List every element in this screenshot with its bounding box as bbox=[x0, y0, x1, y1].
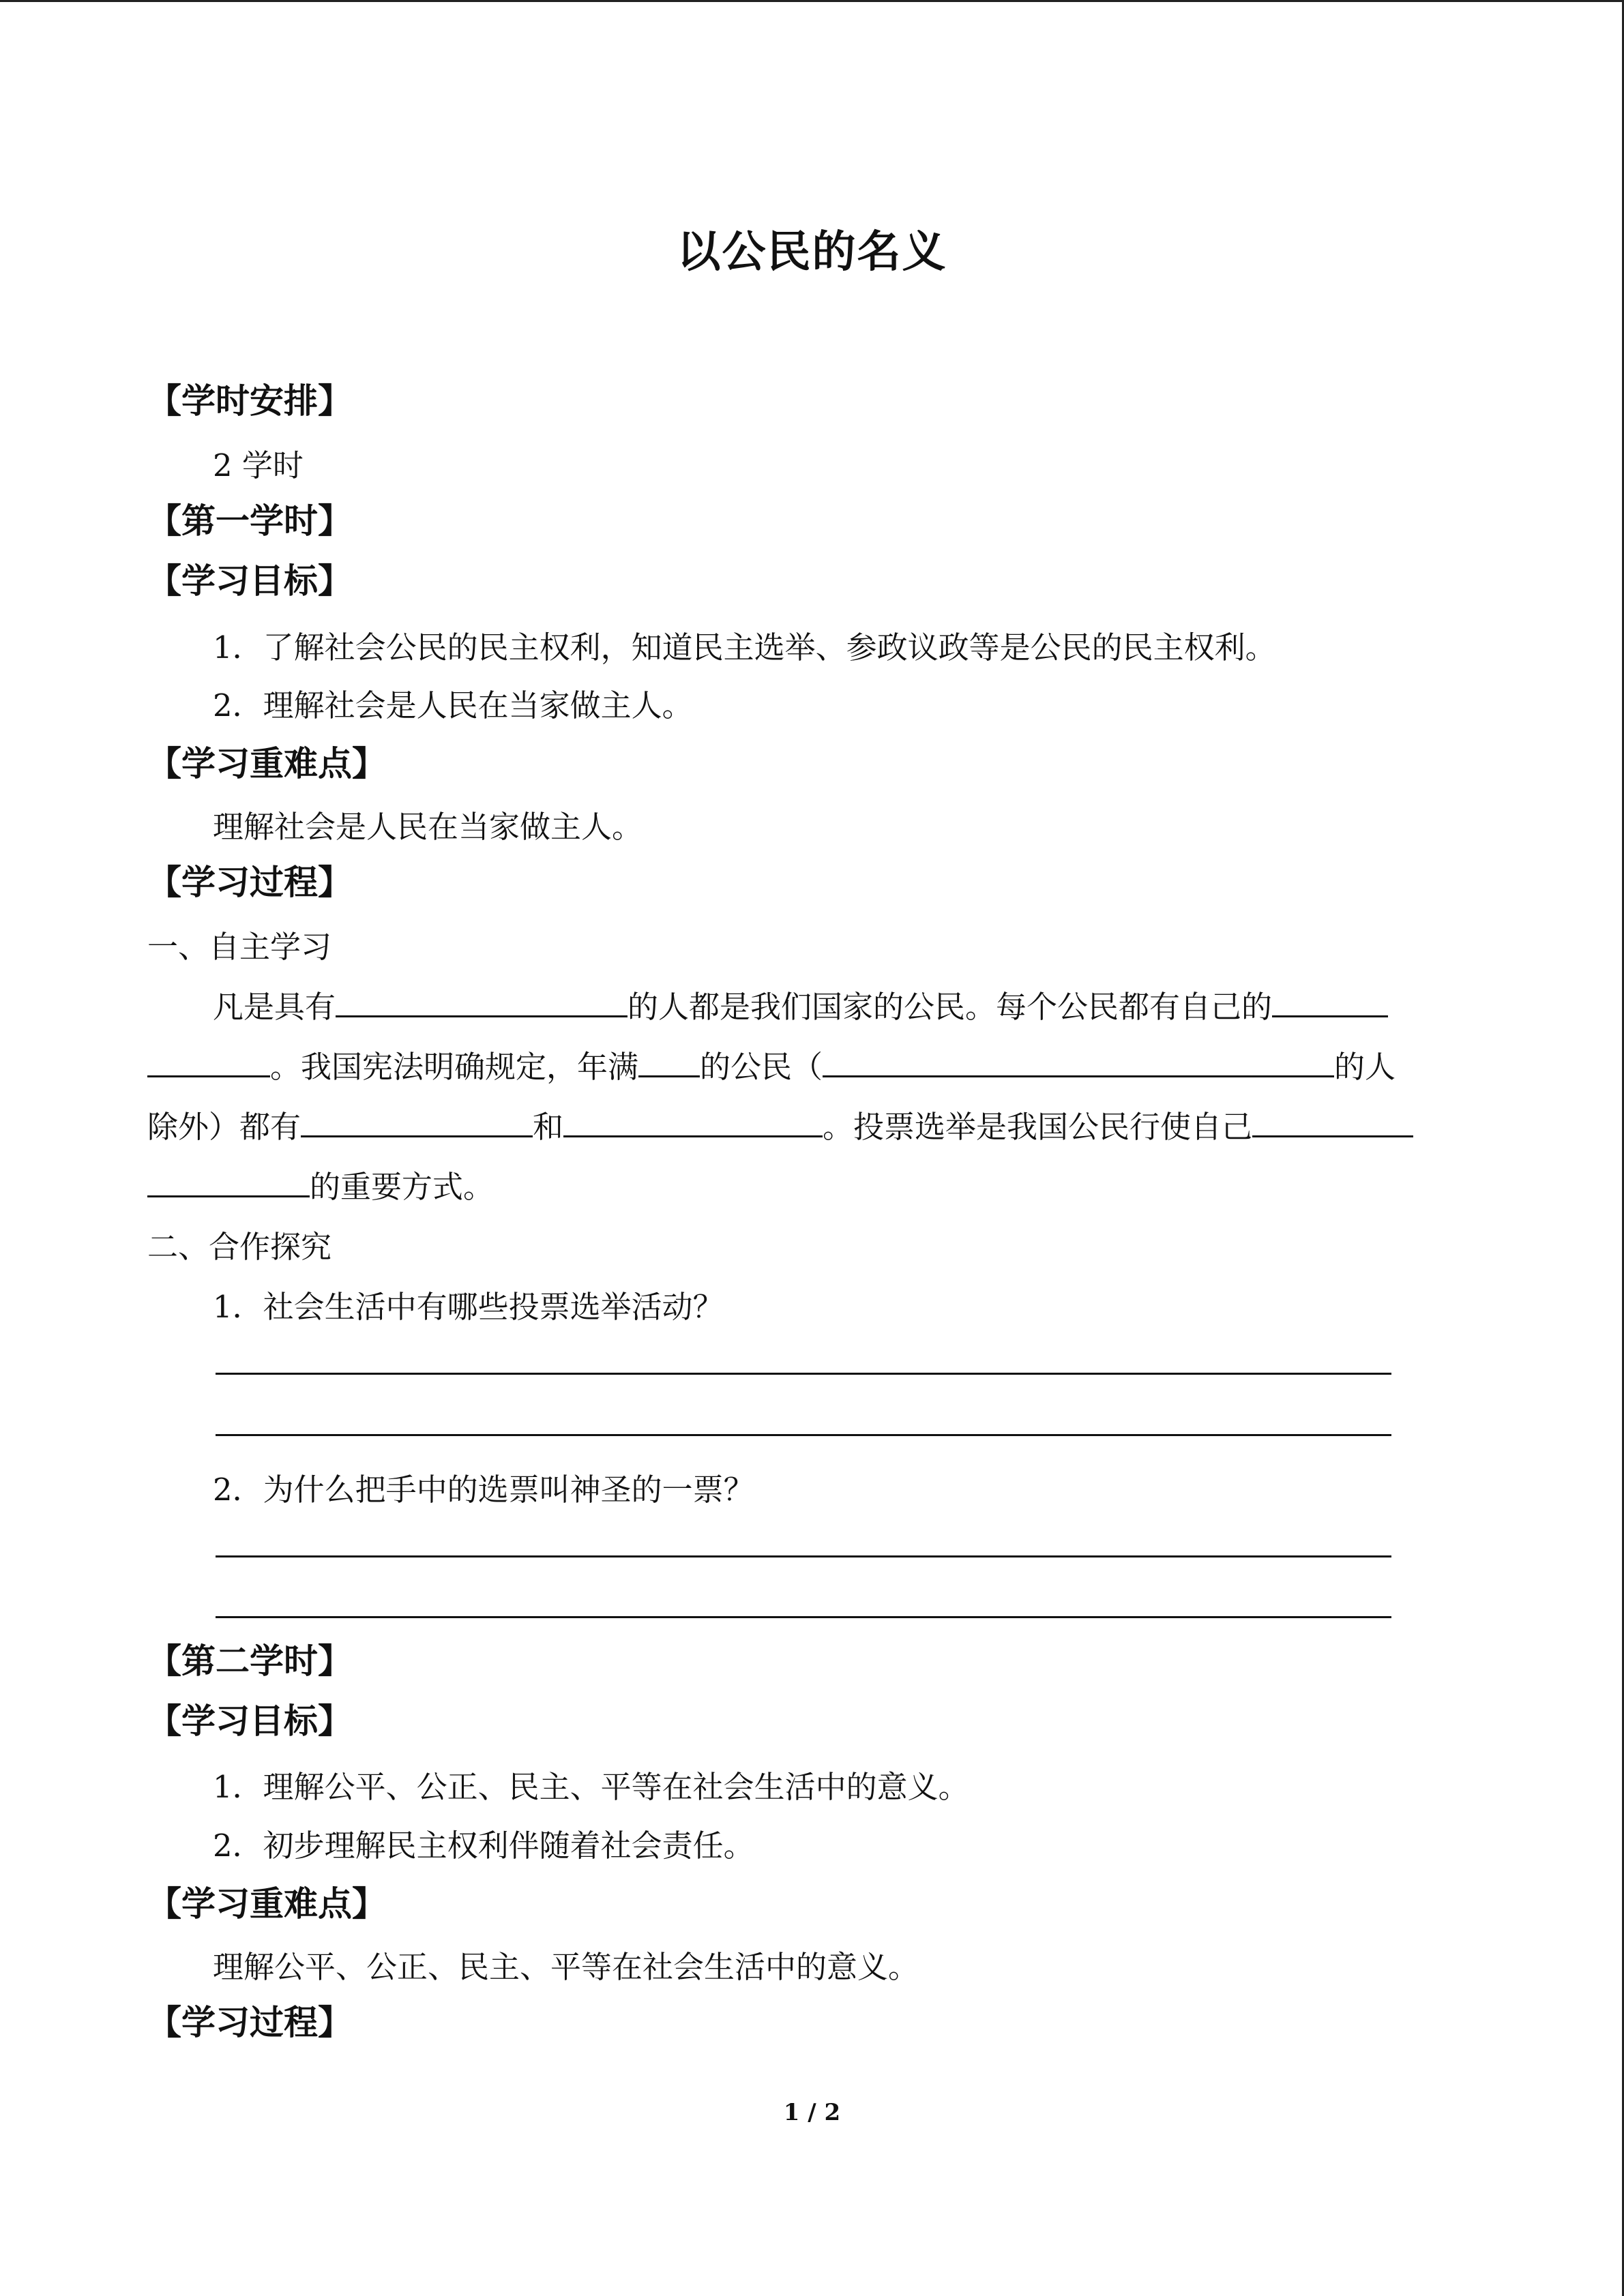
document-title: 以公民的名义 bbox=[677, 226, 947, 278]
blank-field[interactable] bbox=[1252, 1105, 1413, 1137]
key-points-2: 理解公平、公正、民主、平等在社会生活中的意义。 bbox=[213, 1949, 919, 1985]
goal-2-2: 2．初步理解民主权利伴随着社会责任。 bbox=[213, 1828, 754, 1864]
heading-key-points-1: 【学习重难点】 bbox=[147, 743, 386, 784]
answer-line[interactable] bbox=[216, 1373, 1391, 1375]
blank-field[interactable] bbox=[563, 1105, 823, 1137]
fill-text: 。投票选举是我国公民行使自己 bbox=[823, 1109, 1253, 1145]
heading-lesson-1: 【第一学时】 bbox=[147, 501, 352, 541]
answer-line[interactable] bbox=[216, 1616, 1391, 1618]
fill-text: 的公民（ bbox=[700, 1049, 823, 1085]
fill-line-2 bbox=[147, 1042, 1396, 1086]
key-points-1: 理解社会是人民在当家做主人。 bbox=[213, 809, 643, 845]
fill-line-1 bbox=[213, 982, 1388, 1026]
heading-key-points-2: 【学习重难点】 bbox=[147, 1883, 386, 1924]
fill-text: 。我国宪法明确规定，年满 bbox=[270, 1049, 639, 1085]
schedule-text: 2 学时 bbox=[213, 447, 304, 483]
heading-goals-2: 【学习目标】 bbox=[147, 1701, 352, 1741]
fill-text: 的重要方式。 bbox=[310, 1169, 494, 1205]
answer-line[interactable] bbox=[216, 1434, 1391, 1436]
page-number: 1 / 2 bbox=[783, 2099, 841, 2126]
answer-line[interactable] bbox=[216, 1555, 1391, 1557]
fill-text: 除外）都有 bbox=[147, 1109, 301, 1145]
blank-field[interactable] bbox=[638, 1045, 700, 1077]
goal-1-1: 1．了解社会公民的民主权利，知道民主选举、参政议政等是公民的民主权利。 bbox=[213, 629, 1276, 666]
goal-2-1: 1．理解公平、公正、民主、平等在社会生活中的意义。 bbox=[213, 1769, 969, 1805]
blank-field[interactable] bbox=[147, 1045, 270, 1077]
question-1: 1．社会生活中有哪些投票选举活动？ bbox=[213, 1289, 724, 1325]
fill-text: 的人 bbox=[1334, 1049, 1396, 1085]
blank-field[interactable] bbox=[336, 985, 628, 1017]
heading-lesson-2: 【第二学时】 bbox=[147, 1641, 352, 1681]
blank-field[interactable] bbox=[823, 1045, 1334, 1077]
fill-text: 的人都是我们国家的公民。每个公民都有自己的 bbox=[628, 989, 1273, 1025]
heading-schedule: 【学时安排】 bbox=[147, 381, 352, 421]
blank-field[interactable] bbox=[301, 1105, 533, 1137]
question-2: 2．为什么把手中的选票叫神圣的一票？ bbox=[213, 1472, 754, 1508]
fill-line-3 bbox=[147, 1102, 1413, 1146]
heading-goals-1: 【学习目标】 bbox=[147, 561, 352, 601]
goal-1-2: 2．理解社会是人民在当家做主人。 bbox=[213, 687, 693, 724]
fill-line-4 bbox=[147, 1162, 494, 1206]
fill-text: 凡是具有 bbox=[213, 989, 336, 1025]
blank-field[interactable] bbox=[147, 1165, 310, 1197]
fill-text: 和 bbox=[533, 1109, 564, 1145]
heading-process-1: 【学习过程】 bbox=[147, 862, 352, 902]
blank-field[interactable] bbox=[1272, 985, 1388, 1017]
heading-process-2: 【学习过程】 bbox=[147, 2002, 352, 2042]
section-cooperation: 二、合作探究 bbox=[147, 1229, 332, 1265]
section-self-study: 一、自主学习 bbox=[147, 929, 332, 965]
